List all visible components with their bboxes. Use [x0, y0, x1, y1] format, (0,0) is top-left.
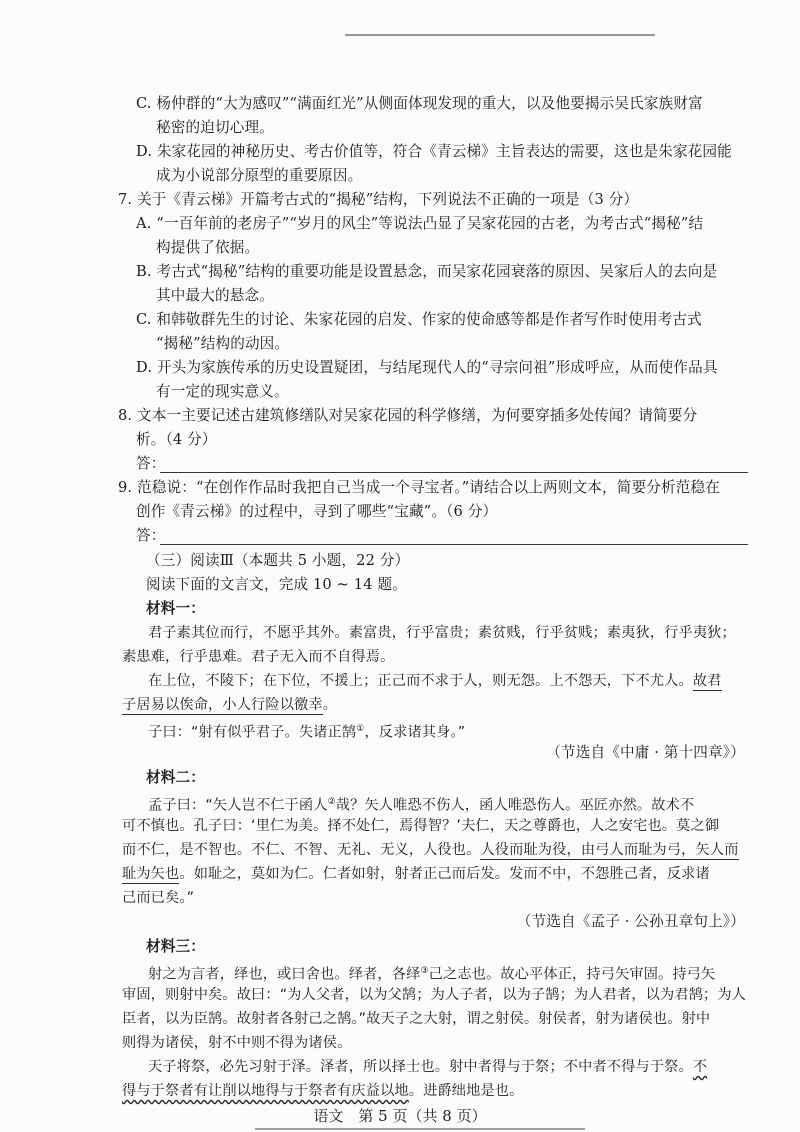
q7-option-b-line1: B. 考古式“揭秘”结构的重要功能是设置悬念，而吴家花园衰落的原因、吴家后人的去向是 [136, 263, 718, 280]
section3-intro: 阅读下面的文言文，完成 10 ~ 14 题。 [146, 576, 407, 593]
material1-line3 [148, 669, 722, 693]
material3-label: 材料三： [146, 938, 205, 955]
material1-line4 [122, 693, 337, 717]
q9-stem-line1: 9. 范稳说：“在创作作品时我把自己当成一个寻宝者。”请结合以上两则文本，简要分析范稳在 [118, 479, 720, 496]
footnote-3-marker: ③ [420, 966, 429, 976]
material3-wavy-a: 不 [692, 1059, 708, 1075]
material1-line2: 素患难，行乎患难。君子无入而不自得焉。 [122, 649, 395, 665]
material1-underlined-b: 子居易以俟命，小人行险以徼幸 [122, 697, 323, 713]
material2-line3 [122, 838, 739, 862]
material1-line5-tail: ，反求诸其身。” [364, 724, 466, 741]
material3-line3: 臣者，以为臣鹄。故射者各射己之鹄。”故天子之大射，谓之射侯。射侯者，射为诸侯也。射中 [122, 1011, 711, 1027]
q9-answer-line[interactable] [160, 544, 748, 545]
material1-line5-text: 子曰：“射有似乎君子。失诸正鹄 [148, 724, 357, 741]
material1-line1: 君子素其位而行，不愿乎其外。素富贵，行乎富贵；素贫贱，行乎贫贱；素夷狄，行乎夷狄； [148, 625, 736, 641]
material2-line2: 可不慎也。孔子曰：‘里仁为美。择不处仁，焉得智？’夫仁，天之尊爵也，人之安宅也。莫之御 [122, 818, 720, 834]
material2-source: （节选自《孟子 · 公孙丑章句上》） [516, 913, 745, 930]
material3-line1-text: 射之为言者，绎也，或曰舍也。绎者，各绎 [148, 966, 421, 983]
material3-line6 [122, 1079, 523, 1103]
material3-line6-tail: 。进爵绌地是也。 [408, 1083, 524, 1099]
section3-heading: （三）阅读Ⅲ（本题共 5 小题，22 分） [146, 552, 410, 569]
material1-source: （节选自《中庸 · 第十四章》） [546, 744, 745, 761]
material1-label: 材料一： [146, 600, 205, 617]
q7-option-c-line1: C. 和韩敬群先生的讨论、朱家花园的启发、作家的使命感等都是作者写作时使用考古式 [136, 311, 702, 328]
material2-underlined-a: 人役而耻为役，由弓人而耻为弓，矢人而 [480, 842, 739, 858]
q6-option-d-line2: 成为小说部分原型的重要原因。 [156, 167, 363, 184]
material2-line3-text: 而不仁，是不智也。不仁、不智、无礼、无义，人役也。 [122, 842, 481, 858]
material3-line4: 则得为诸侯，射不中则不得为诸侯。 [122, 1035, 352, 1051]
q7-stem: 7. 关于《青云梯》开篇考古式的“揭秘”结构，下列说法不正确的一项是（3 分） [118, 191, 639, 208]
material2-line5: 己而已矣。” [122, 890, 195, 906]
top-rule [345, 34, 655, 36]
q7-option-c-line2: “揭秘”结构的动因。 [156, 335, 290, 352]
q7-option-d-line1: D. 开头为家族传承的历史设置疑团，与结尾现代人的“寻宗问祖”形成呼应，从而使作品具 [136, 359, 718, 376]
q6-option-c-line2: 秘密的迫切心理。 [156, 119, 274, 136]
q9-answer-label: 答： [136, 527, 166, 544]
q7-option-b-line2: 其中最大的悬念。 [156, 287, 274, 304]
footnote-2-marker: ② [327, 797, 336, 807]
material2-underlined-b: 耻为矢也 [122, 866, 180, 882]
bottom-rule [255, 1128, 585, 1130]
material1-line4-tail: 。 [322, 697, 338, 713]
material2-line4 [122, 862, 710, 886]
q6-option-d-line1: D. 朱家花园的神秘历史、考古价值等，符合《青云梯》主旨表达的需要，这也是朱家花园能 [136, 143, 732, 160]
page-footer: 语文 第 5 页（共 8 页） [313, 1107, 487, 1125]
material2-line1-tail: 哉？矢人唯恐不伤人，函人唯恐伤人。巫匠亦然。故术不 [335, 797, 695, 814]
q8-answer-label: 答： [136, 455, 166, 472]
q8-stem-line2: 析。（4 分） [136, 431, 217, 448]
material2-line1-text: 孟子曰：“矢人岂不仁于函人 [148, 797, 328, 814]
material2-label: 材料二： [146, 769, 205, 786]
q7-option-a-line2: 构提供了依据。 [156, 239, 260, 256]
material1-line5 [148, 717, 465, 745]
material1-line3-text: 在上位，不陵下；在下位，不援上；正己而不求于人，则无怨。上不怨天，下不尤人。 [148, 673, 693, 689]
q8-stem-line1: 8. 文本一主要记述古建筑修缮队对吴家花园的科学修缮，为何要穿插多处传闻？请简要分 [118, 407, 698, 424]
material3-line5 [148, 1055, 707, 1079]
footnote-1-marker: ① [356, 724, 365, 734]
q8-answer-line[interactable] [160, 472, 748, 473]
q7-option-a-line1: A. “一百年前的老房子”“岁月的风尘”等说法凸显了吴家花园的古老，为考古式“揭秘”结 [136, 215, 704, 232]
material1-underlined-a: 故君 [692, 673, 722, 689]
material3-line5-text: 天子将祭，必先习射于泽。泽者，所以择士也。射中者得与于祭；不中者不得与于祭。 [148, 1059, 693, 1075]
material3-wavy-b: 得与于祭者有让削以地得与于祭者有庆益以地 [122, 1083, 409, 1099]
q6-option-c-line1: C. 杨仲群的“大为感叹”“满面红光”从侧面体现发现的重大，以及他要揭示吴氏家族财富 [136, 95, 703, 112]
material2-line4-tail: 。如耻之，莫如为仁。仁者如射，射者正己而后发。发而不中，不怨胜己者，反求诸 [179, 866, 710, 882]
material3-line2: 审固，则射中矣。故曰：“为人父者，以为父鹄；为人子者，以为子鹄；为人君者，以为君鹄；为人 [122, 987, 747, 1003]
q7-option-d-line2: 有一定的现实意义。 [156, 383, 289, 400]
material3-line1-tail: 己之志也。故心平体正，持弓矢审固。持弓矢 [428, 966, 716, 983]
q9-stem-line2: 创作《青云梯》的过程中，寻到了哪些“宝藏”。（6 分） [136, 503, 498, 520]
